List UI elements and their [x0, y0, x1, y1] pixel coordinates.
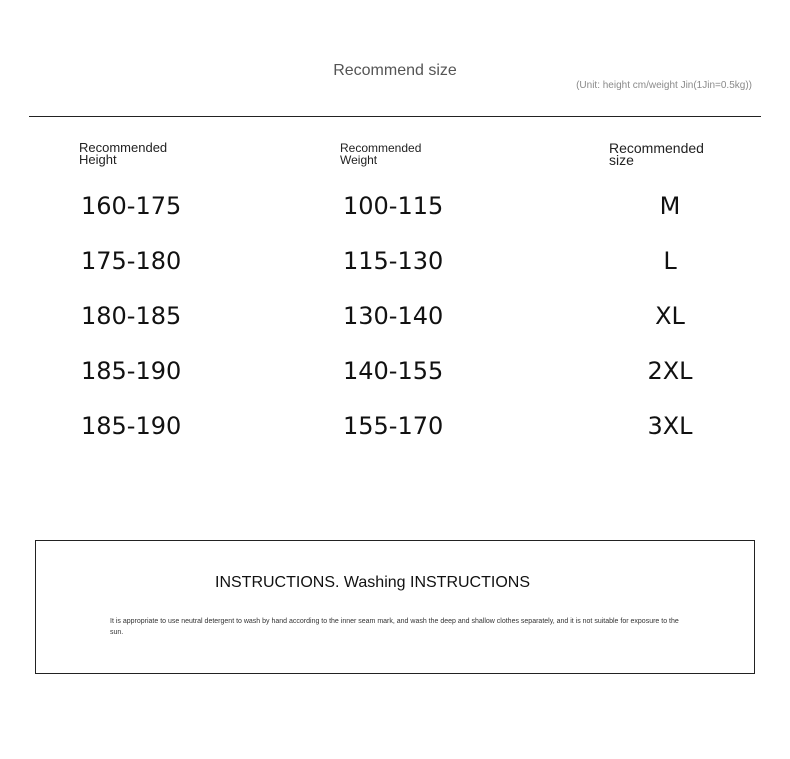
column-header-height: [79, 142, 167, 166]
header-divider: [29, 116, 761, 117]
instructions-box: [35, 540, 755, 674]
column-header-size-line1: Recommended: [609, 140, 704, 156]
table-row: [0, 237, 790, 292]
column-header-height-line2: Height: [79, 152, 117, 167]
column-header-weight-line1: Recommended: [340, 141, 422, 155]
size-cell: 2XL: [647, 357, 693, 385]
instructions-body: It is appropriate to use neutral detergent to wash by hand according to the inner seam mark, and wash the deep and shallow clothes separately, and it is not suitable for exposure to the sun.: [110, 618, 679, 636]
height-cell: 185-190: [81, 412, 182, 440]
column-header-weight-line2: Weight: [340, 153, 378, 167]
weight-cell: 155-170: [343, 412, 444, 440]
height-cell: 185-190: [81, 357, 182, 385]
height-cell: 175-180: [81, 247, 182, 275]
height-cell: 180-185: [81, 302, 182, 330]
column-header-weight: [340, 142, 421, 166]
table-row: [0, 292, 790, 347]
weight-cell: 130-140: [343, 302, 444, 330]
weight-cell: 140-155: [343, 357, 444, 385]
page-title: Recommend size: [333, 62, 457, 79]
column-header-size: [609, 142, 704, 166]
size-cell: M: [659, 192, 681, 220]
table-row: [0, 182, 790, 237]
column-header-height-line1: Recommended: [79, 140, 168, 155]
table-body: [0, 182, 790, 457]
table-row: [0, 402, 790, 457]
unit-note: (Unit: height cm/weight Jin(1Jin=0.5kg)): [576, 80, 752, 91]
size-cell: 3XL: [647, 412, 693, 440]
size-cell: L: [663, 247, 677, 275]
instructions-title: INSTRUCTIONS. Washing INSTRUCTIONS: [215, 574, 530, 591]
weight-cell: 115-130: [343, 247, 444, 275]
height-cell: 160-175: [81, 192, 182, 220]
table-row: [0, 347, 790, 402]
weight-cell: 100-115: [343, 192, 444, 220]
column-header-size-line2: size: [609, 152, 634, 168]
size-cell: XL: [655, 302, 685, 330]
